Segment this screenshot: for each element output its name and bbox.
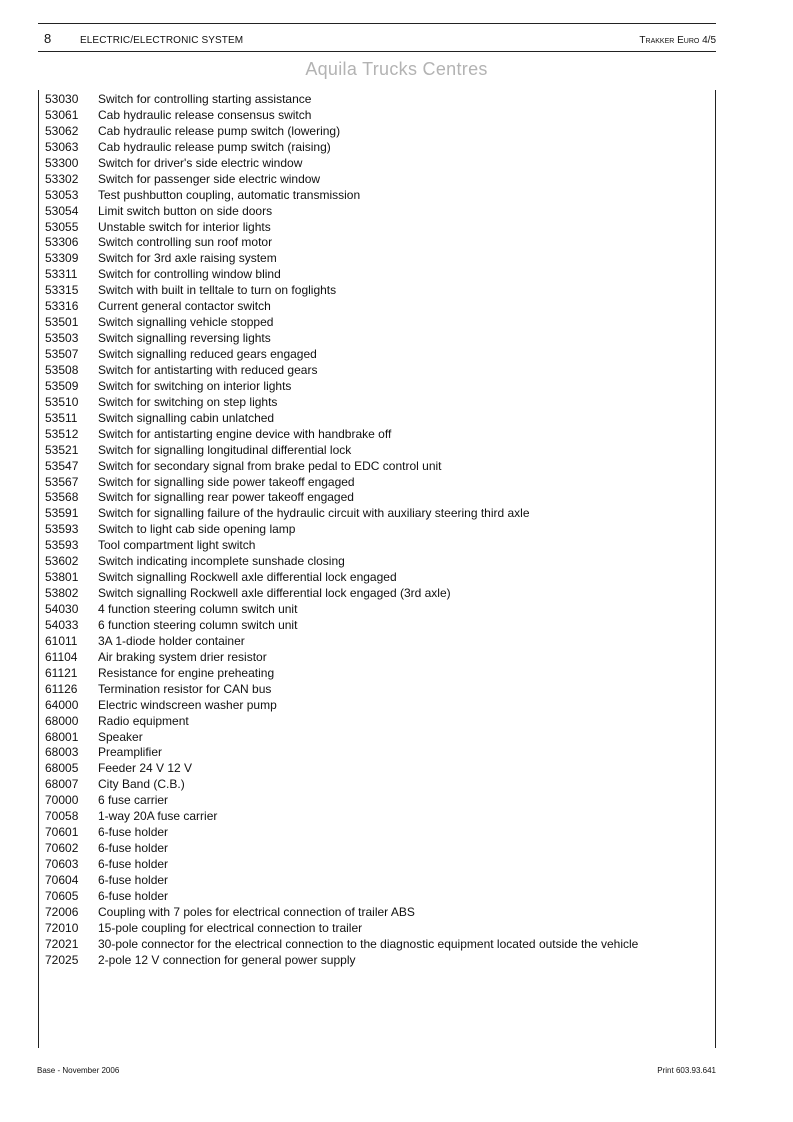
component-code: 72006 bbox=[45, 904, 79, 919]
component-code: 72010 bbox=[45, 920, 79, 935]
component-code: 53511 bbox=[45, 410, 78, 425]
component-code: 53509 bbox=[45, 378, 79, 393]
component-code: 53508 bbox=[45, 362, 79, 377]
component-description: Switch signalling cabin unlatched bbox=[98, 410, 275, 425]
component-row bbox=[45, 570, 705, 586]
component-description: Termination resistor for CAN bus bbox=[98, 681, 272, 696]
component-code: 53063 bbox=[45, 139, 79, 154]
component-code: 54030 bbox=[45, 602, 79, 616]
component-row bbox=[45, 809, 705, 825]
component-description: Tool compartment light switch bbox=[98, 538, 256, 553]
component-row bbox=[45, 92, 705, 108]
component-code: 64000 bbox=[45, 697, 79, 712]
component-description: 6 function steering column switch unit bbox=[98, 617, 298, 632]
component-description: Coupling with 7 poles for electrical connection of trailer ABS bbox=[98, 904, 415, 919]
component-code: 53591 bbox=[45, 506, 79, 521]
component-row bbox=[45, 554, 705, 570]
component-row bbox=[45, 299, 705, 315]
component-code: 53568 bbox=[45, 490, 79, 505]
component-description: Switch for passenger side electric window bbox=[98, 171, 321, 186]
component-row bbox=[45, 108, 705, 124]
component-code: 70601 bbox=[45, 825, 79, 840]
component-code: 53593 bbox=[45, 538, 79, 553]
page-number: 8 bbox=[44, 31, 52, 46]
component-code: 53510 bbox=[45, 394, 79, 409]
component-description: Unstable switch for interior lights bbox=[98, 219, 271, 234]
component-row bbox=[45, 602, 705, 618]
component-description: Electric windscreen washer pump bbox=[98, 697, 277, 712]
component-row bbox=[45, 889, 705, 905]
component-description: Switch for secondary signal from brake pedal to EDC control unit bbox=[98, 458, 442, 473]
component-code: 53309 bbox=[45, 251, 79, 266]
top-rule bbox=[38, 23, 716, 24]
component-description: Switch for switching on step lights bbox=[98, 394, 278, 409]
component-code: 53567 bbox=[45, 474, 79, 489]
component-code: 53302 bbox=[45, 171, 79, 186]
component-code: 53053 bbox=[45, 187, 79, 202]
component-code: 53311 bbox=[45, 267, 78, 282]
component-description: Cab hydraulic release pump switch (raising) bbox=[98, 139, 331, 154]
component-row bbox=[45, 331, 705, 347]
component-code: 53062 bbox=[45, 123, 79, 138]
component-description: Switch signalling vehicle stopped bbox=[98, 315, 274, 330]
component-description: Switch for controlling window blind bbox=[98, 267, 281, 282]
component-description: Switch indicating incomplete sunshade closing bbox=[98, 554, 345, 569]
component-code: 53306 bbox=[45, 235, 79, 250]
watermark: Aquila Trucks Centres bbox=[305, 59, 488, 79]
component-code: 70605 bbox=[45, 888, 79, 903]
component-row bbox=[45, 220, 705, 236]
component-code: 70604 bbox=[45, 872, 79, 887]
component-description: Switch signalling reduced gears engaged bbox=[98, 347, 317, 361]
component-description: 1-way 20A fuse carrier bbox=[98, 809, 218, 824]
component-code: 61104 bbox=[45, 649, 78, 664]
component-code: 68005 bbox=[45, 761, 79, 776]
component-description: Radio equipment bbox=[98, 713, 189, 728]
component-list bbox=[45, 92, 705, 969]
section-title: ELECTRIC/ELECTRONIC SYSTEM bbox=[80, 35, 244, 46]
component-row bbox=[45, 873, 705, 889]
component-description: Cab hydraulic release pump switch (lowering) bbox=[98, 123, 341, 138]
component-row bbox=[45, 490, 705, 506]
component-code: 53503 bbox=[45, 331, 79, 346]
component-description: Switch for 3rd axle raising system bbox=[98, 251, 277, 266]
right-border-rule bbox=[715, 90, 716, 1048]
component-code: 53030 bbox=[45, 92, 79, 106]
component-code: 53315 bbox=[45, 283, 79, 298]
component-code: 61126 bbox=[45, 681, 78, 696]
component-code: 70602 bbox=[45, 841, 79, 856]
component-code: 53802 bbox=[45, 586, 79, 601]
component-description: 6-fuse holder bbox=[98, 888, 169, 903]
component-row bbox=[45, 395, 705, 411]
component-row bbox=[45, 315, 705, 331]
component-description: Switch signalling Rockwell axle differential lock engaged (3rd axle) bbox=[98, 586, 451, 601]
component-row bbox=[45, 443, 705, 459]
component-row bbox=[45, 267, 705, 283]
component-description: Switch controlling sun roof motor bbox=[98, 235, 273, 250]
component-row bbox=[45, 586, 705, 602]
component-description: Preamplifier bbox=[98, 745, 163, 760]
component-description: 6-fuse holder bbox=[98, 857, 169, 871]
component-code: 61011 bbox=[45, 633, 78, 648]
component-code: 53054 bbox=[45, 203, 79, 218]
component-description: 2-pole 12 V connection for general power supply bbox=[98, 952, 356, 967]
component-description: Current general contactor switch bbox=[98, 299, 271, 314]
component-row bbox=[45, 427, 705, 443]
component-row bbox=[45, 411, 705, 427]
component-code: 53507 bbox=[45, 347, 79, 361]
component-description: Switch for switching on interior lights bbox=[98, 378, 292, 393]
component-description: Switch for signalling longitudinal differential lock bbox=[98, 442, 352, 457]
component-code: 70603 bbox=[45, 857, 79, 871]
component-description: 3A 1-diode holder container bbox=[98, 633, 245, 648]
component-row bbox=[45, 921, 705, 937]
component-row bbox=[45, 506, 705, 522]
component-row bbox=[45, 761, 705, 777]
component-description: 6-fuse holder bbox=[98, 825, 169, 840]
component-description: Switch for driver's side electric window bbox=[98, 155, 303, 170]
header-rule bbox=[38, 51, 716, 52]
component-description: Test pushbutton coupling, automatic transmission bbox=[98, 187, 361, 202]
component-row bbox=[45, 825, 705, 841]
component-row bbox=[45, 363, 705, 379]
component-code: 68001 bbox=[45, 729, 79, 744]
component-code: 70000 bbox=[45, 793, 79, 808]
component-description: Switch for antistarting with reduced gears bbox=[98, 362, 318, 377]
component-row bbox=[45, 698, 705, 714]
component-code: 53602 bbox=[45, 554, 79, 569]
component-code: 54033 bbox=[45, 617, 79, 632]
component-row bbox=[45, 666, 705, 682]
component-description: 6-fuse holder bbox=[98, 841, 169, 856]
component-row bbox=[45, 172, 705, 188]
component-row bbox=[45, 251, 705, 267]
component-row bbox=[45, 905, 705, 921]
component-row bbox=[45, 475, 705, 491]
component-description: 30-pole connector for the electrical connection to the diagnostic equipment located outside the vehicle bbox=[98, 936, 639, 951]
footer-print-number: Print 603.93.641 bbox=[657, 1066, 716, 1075]
component-description: Feeder 24 V 12 V bbox=[98, 761, 193, 776]
component-code: 53593 bbox=[45, 522, 79, 537]
component-row bbox=[45, 379, 705, 395]
component-row bbox=[45, 841, 705, 857]
component-code: 53300 bbox=[45, 155, 79, 170]
component-row bbox=[45, 937, 705, 953]
component-code: 53061 bbox=[45, 107, 79, 122]
component-description: 15-pole coupling for electrical connection to trailer bbox=[98, 920, 363, 935]
component-code: 53316 bbox=[45, 299, 79, 314]
model-title: Trakker Euro 4/5 bbox=[639, 35, 716, 46]
component-row bbox=[45, 857, 705, 873]
component-description: Resistance for engine preheating bbox=[98, 665, 275, 680]
footer-edition: Base - November 2006 bbox=[37, 1066, 120, 1075]
component-code: 53801 bbox=[45, 570, 79, 585]
component-row bbox=[45, 235, 705, 251]
component-description: Switch for signalling side power takeoff engaged bbox=[98, 474, 355, 489]
component-description: 6 fuse carrier bbox=[98, 793, 169, 808]
component-row bbox=[45, 650, 705, 666]
component-description: Switch signalling reversing lights bbox=[98, 331, 271, 346]
component-row bbox=[45, 745, 705, 761]
component-code: 53512 bbox=[45, 426, 79, 441]
component-row bbox=[45, 953, 705, 969]
component-code: 53055 bbox=[45, 219, 79, 234]
component-row bbox=[45, 156, 705, 172]
component-row bbox=[45, 522, 705, 538]
component-description: Switch with built in telltale to turn on foglights bbox=[98, 283, 337, 298]
component-row bbox=[45, 204, 705, 220]
component-code: 61121 bbox=[45, 665, 78, 680]
component-code: 53547 bbox=[45, 458, 79, 473]
component-row bbox=[45, 682, 705, 698]
component-row bbox=[45, 347, 705, 363]
component-code: 70058 bbox=[45, 809, 79, 824]
component-row bbox=[45, 777, 705, 793]
component-row bbox=[45, 730, 705, 746]
component-description: Switch for signalling rear power takeoff engaged bbox=[98, 490, 354, 505]
component-description: Switch for antistarting engine device with handbrake off bbox=[98, 426, 392, 441]
left-border-rule bbox=[38, 90, 39, 1048]
component-code: 72021 bbox=[45, 936, 79, 951]
component-row bbox=[45, 459, 705, 475]
component-description: Limit switch button on side doors bbox=[98, 203, 273, 218]
component-row bbox=[45, 793, 705, 809]
component-code: 68007 bbox=[45, 777, 79, 792]
component-description: Speaker bbox=[98, 729, 143, 744]
component-row bbox=[45, 188, 705, 204]
component-description: City Band (C.B.) bbox=[98, 777, 185, 792]
component-description: Switch to light cab side opening lamp bbox=[98, 522, 296, 537]
component-row bbox=[45, 283, 705, 299]
component-code: 53521 bbox=[45, 442, 79, 457]
component-row bbox=[45, 634, 705, 650]
component-row bbox=[45, 140, 705, 156]
component-description: Cab hydraulic release consensus switch bbox=[98, 107, 312, 122]
component-description: Air braking system drier resistor bbox=[98, 649, 267, 664]
component-description: 4 function steering column switch unit bbox=[98, 602, 298, 616]
component-code: 53501 bbox=[45, 315, 79, 330]
component-code: 68000 bbox=[45, 713, 79, 728]
component-code: 72025 bbox=[45, 952, 79, 967]
component-row bbox=[45, 538, 705, 554]
component-row bbox=[45, 124, 705, 140]
component-description: Switch signalling Rockwell axle differential lock engaged bbox=[98, 570, 397, 585]
component-code: 68003 bbox=[45, 745, 79, 760]
component-description: Switch for controlling starting assistance bbox=[98, 92, 312, 106]
component-description: 6-fuse holder bbox=[98, 872, 169, 887]
component-row bbox=[45, 618, 705, 634]
component-row bbox=[45, 714, 705, 730]
component-description: Switch for signalling failure of the hydraulic circuit with auxiliary steering third axle bbox=[98, 506, 530, 521]
